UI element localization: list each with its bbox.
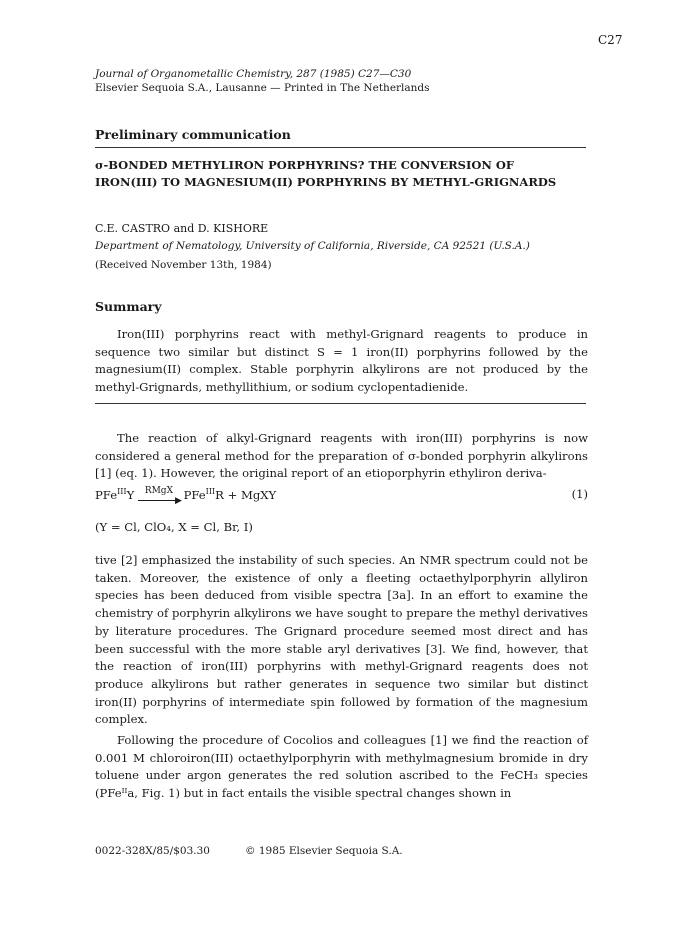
section-label: Preliminary communication — [95, 127, 291, 142]
body-paragraph-1: The reaction of alkyl-Grignard reagents with iron(III) porphyrins is now considered a general method for the preparation of σ-bonded porphyrin alkylirons [1] (eq. 1). However, the original report of an etioporphyrin ethyliron deriva- — [95, 431, 588, 481]
journal-reference: Journal of Organometallic Chemistry, 287 (1985) C27—C30 — [95, 68, 412, 80]
footer-issn-price: 0022-328X/85/$03.30 — [95, 845, 210, 857]
equation-number: (1) — [571, 487, 588, 501]
eq-reactant: PFe — [95, 487, 118, 502]
body-paragraph-2: tive [2] emphasized the instability of such species. An NMR spectrum could not be taken. Moreover, the existence of only a fleeting octaethylporphyrin allyliron species has been deduced from visible spectra [3a]. In an effort to examine the chemistry of porphyrin alkylirons we have sought to prepare the methyl derivatives by literature procedures. The Grignard procedure seemed most direct and has been successful with the more stable aryl derivatives [3]. We find, however, that the reaction of iron(III) porphyrins with methyl-Grignard reagents does not produce alkylirons but rather generates in sequence two similar but distinct iron(II) porphyrins of intermediate spin followed by formation of the magnesium complex. — [95, 553, 588, 727]
page-number: C27 — [598, 33, 623, 47]
article-title — [95, 157, 595, 191]
eq-product-ox: III — [205, 487, 216, 496]
eq-reagent: RMgX — [144, 485, 173, 496]
title-line-2: IRON(III) TO MAGNESIUM(II) PORPHYRINS BY METHYL-GRIGNARDS — [95, 175, 557, 189]
equation-conditions: (Y = Cl, ClO₄, X = Cl, Br, I) — [95, 520, 253, 534]
eq-reactant-tail: Y — [126, 487, 135, 502]
eq-arrow — [138, 500, 180, 501]
publisher-line: Elsevier Sequoia S.A., Lausanne — Printed in The Netherlands — [95, 82, 430, 94]
eq-product-tail: R + MgXY — [215, 487, 277, 502]
equation-1 — [95, 485, 588, 506]
body-paragraph-3: Following the procedure of Cocolios and colleagues [1] we find the reaction of 0.001 M chloroiron(III) octaethylporphyrin with methylmagnesium bromide in dry toluene under argon generates the red solution ascribed to the FeCH₃ species (PFeᴵᴵa, Fig. 1) but in fact entails the visible spectral changes shown in — [95, 733, 588, 801]
eq-product: PFe — [183, 487, 206, 502]
summary-heading: Summary — [95, 299, 162, 314]
summary-rule — [95, 403, 586, 404]
title-rule — [95, 147, 586, 148]
summary-text: Iron(III) porphyrins react with methyl-Grignard reagents to produce in sequence two similar but distinct S = 1 iron(II) porphyrins followed by the magnesium(II) complex. Stable porphyrin alkylirons are not produced by the methyl-Grignards, methyllithium, or sodium cyclopentadienide. — [95, 327, 588, 395]
title-line-1: σ-BONDED METHYLIRON PORPHYRINS? THE CONVERSION OF — [95, 158, 515, 172]
eq-arrowhead: ▶ — [174, 495, 182, 506]
authors: C.E. CASTRO and D. KISHORE — [95, 222, 269, 235]
affiliation: Department of Nematology, University of California, Riverside, CA 92521 (U.S.A.) — [95, 240, 530, 252]
eq-reactant-ox: III — [117, 487, 127, 496]
received-date: (Received November 13th, 1984) — [95, 259, 272, 271]
footer-copyright: © 1985 Elsevier Sequoia S.A. — [245, 845, 403, 857]
